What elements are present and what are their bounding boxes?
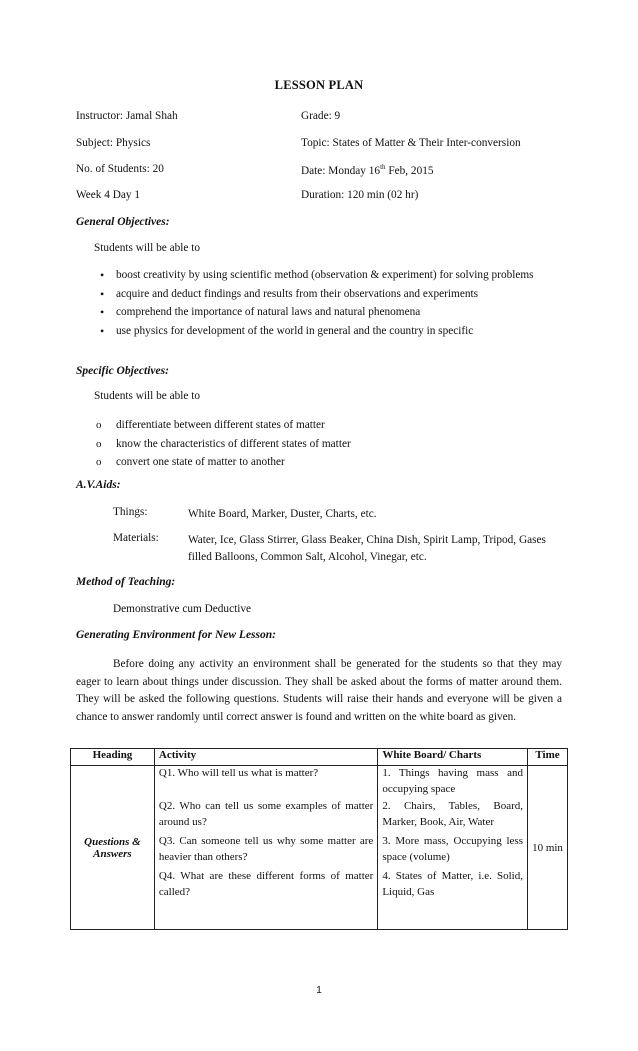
- date-prefix: Date: Monday 16: [301, 164, 381, 177]
- things-value: White Board, Marker, Duster, Charts, etc.: [188, 508, 377, 520]
- lesson-table: [70, 748, 568, 930]
- specific-objectives-heading: Specific Objectives:: [76, 365, 169, 377]
- board-item: 1. Things having mass and occupying space: [382, 767, 523, 795]
- week-field: Week 4 Day 1: [76, 189, 141, 201]
- subject-field: Subject: Physics: [76, 137, 151, 149]
- environment-heading: Generating Environment for New Lesson:: [76, 629, 276, 641]
- students-field: No. of Students: 20: [76, 163, 164, 175]
- activity-item: Q2. Who can tell us some examples of matter around us?: [158, 800, 374, 828]
- general-objectives-heading: General Objectives:: [76, 216, 170, 228]
- list-item: o know the characteristics of different states of matter: [94, 435, 544, 454]
- page-number: 1: [316, 985, 322, 996]
- table-header-row: [71, 749, 568, 766]
- materials-label: Materials:: [113, 532, 159, 544]
- activity-cell: [154, 766, 377, 930]
- things-label: Things:: [113, 506, 148, 518]
- date-field: [301, 163, 434, 177]
- list-item: o convert one state of matter to another: [94, 453, 544, 472]
- header-heading: Heading: [71, 749, 155, 766]
- header-activity: Activity: [154, 749, 377, 766]
- activity-item: Q3. Can someone tell us why some matter are heavier than others?: [158, 835, 374, 863]
- list-item: • acquire and deduct findings and results from their observations and experiments: [94, 286, 544, 302]
- activity-item: Q1. Who will tell us what is matter?: [158, 767, 319, 779]
- list-item: • comprehend the importance of natural laws and natural phenomena: [94, 304, 544, 320]
- general-objectives-intro: Students will be able to: [94, 242, 201, 254]
- method-heading: Method of Teaching:: [76, 576, 176, 588]
- header-board: White Board/ Charts: [378, 749, 528, 766]
- header-time: Time: [528, 749, 568, 766]
- board-item: 4. States of Matter, i.e. Solid, Liquid, Gas: [382, 870, 523, 898]
- board-item: 3. More mass, Occupying less space (volume): [382, 835, 523, 863]
- duration-field: Duration: 120 min (02 hr): [301, 189, 419, 201]
- date-suffix: Feb, 2015: [385, 164, 434, 177]
- date-superscript: th: [380, 163, 386, 171]
- environment-paragraph: Before doing any activity an environment shall be generated for the students so that they may eager to learn about things under discussion. They shall be asked about the forms of matter around them. They will be asked the following questions. Students will raise their hands and everyone will be given a chance to answer randomly until correct answer is found and written on the white board as given.: [76, 658, 562, 723]
- activity-item: Q4. What are these different forms of matter called?: [158, 870, 374, 898]
- specific-objectives-intro: Students will be able to: [94, 390, 201, 402]
- topic-field: Topic: States of Matter & Their Inter-conversion: [301, 137, 521, 149]
- method-value: Demonstrative cum Deductive: [113, 603, 252, 615]
- board-item: 2. Chairs, Tables, Board, Marker, Book, Air, Water: [382, 800, 523, 828]
- list-item: • boost creativity by using scientific method (observation & experiment) for solving problems: [94, 267, 544, 283]
- instructor-field: Instructor: Jamal Shah: [76, 110, 178, 122]
- table-row: [71, 766, 568, 930]
- time-cell: 10 min: [528, 766, 568, 930]
- grade-field: Grade: 9: [301, 110, 341, 122]
- av-aids-heading: A.V.Aids:: [76, 479, 121, 491]
- document-title: LESSON PLAN: [274, 78, 364, 92]
- row-heading: Questions & Answers: [71, 766, 155, 930]
- list-item: • use physics for development of the world in general and the country in specific: [94, 323, 544, 339]
- list-item: o differentiate between different states of matter: [94, 416, 544, 435]
- general-objectives-list: [94, 267, 544, 341]
- specific-objectives-list: [94, 416, 544, 472]
- materials-value: Water, Ice, Glass Stirrer, Glass Beaker, China Dish, Spirit Lamp, Tripod, Gases filled Balloons, Common Salt, Alcohol, Vinegar, etc.: [188, 534, 546, 563]
- board-cell: [378, 766, 528, 930]
